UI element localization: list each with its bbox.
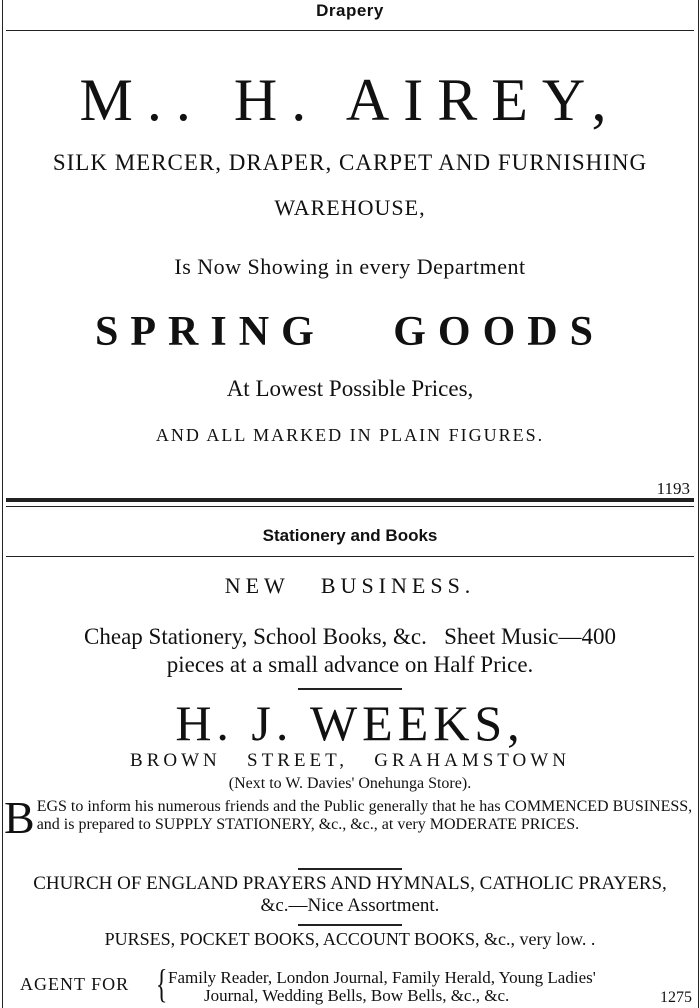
weeks-prayers-line: CHURCH OF ENGLAND PRAYERS AND HYMNALS, CATHOLIC PRAYERS, &c.—Nice Assortment.: [33, 873, 667, 916]
weeks-cheap-line-2: pieces at a small advance on Half Price.: [166, 652, 534, 677]
advertiser-name-airey: M.. H. AIREY,: [79, 67, 621, 133]
short-divider: [298, 924, 402, 926]
airey-spring-goods: SPRING GOODS: [95, 309, 605, 355]
announcement-text: EGS to inform his numerous friends and the Public generally that he has COMMENCED BUSINESS, and is prepared to SUPPLY STATIONERY, &c., &c., at very MODERATE PRICES.: [36, 798, 693, 833]
ad-number-weeks: 1275: [660, 989, 692, 1006]
weeks-new-business: NEW BUSINESS.: [224, 573, 476, 598]
section-heading-drapery: Drapery: [316, 1, 384, 20]
section-heading-stationery: Stationery and Books: [262, 526, 438, 545]
weeks-agent-block: [20, 961, 692, 1006]
weeks-announcement-paragraph: [4, 792, 694, 843]
airey-marked-line: AND ALL MARKED IN PLAIN FIGURES.: [155, 425, 545, 445]
thick-divider: [6, 498, 694, 502]
ad-number-airey: 1193: [656, 479, 690, 498]
airey-prices-line: At Lowest Possible Prices,: [226, 376, 474, 401]
agent-label: AGENT FOR: [20, 974, 130, 994]
brace-glyph: {: [155, 961, 168, 1006]
airey-trade-line: SILK MERCER, DRAPER, CARPET AND FURNISHING: [52, 150, 648, 175]
weeks-purses-line: PURSES, POCKET BOOKS, ACCOUNT BOOKS, &c., very low. .: [104, 929, 596, 949]
short-divider: [298, 868, 402, 870]
drop-cap: B: [4, 792, 35, 843]
weeks-address: BROWN STREET, GRAHAMSTOWN: [130, 750, 570, 771]
advertiser-name-weeks: H. J. WEEKS,: [175, 695, 525, 751]
agent-publications-line-1: Family Reader, London Journal, Family Herald, Young Ladies': [168, 968, 596, 987]
short-divider: [298, 688, 402, 690]
divider: [6, 556, 694, 557]
airey-warehouse-line: WAREHOUSE,: [274, 195, 426, 220]
weeks-cheap-line-1: Cheap Stationery, School Books, &c. Sheet Music—400: [84, 624, 616, 649]
airey-showing-line: Is Now Showing in every Department: [174, 254, 526, 279]
divider: [6, 30, 694, 31]
weeks-location-note: (Next to W. Davies' Onehunga Store).: [228, 775, 472, 792]
thin-divider: [6, 506, 694, 507]
agent-publications-line-2: Journal, Wedding Bells, Bow Bells, &c., &c.: [204, 986, 510, 1005]
